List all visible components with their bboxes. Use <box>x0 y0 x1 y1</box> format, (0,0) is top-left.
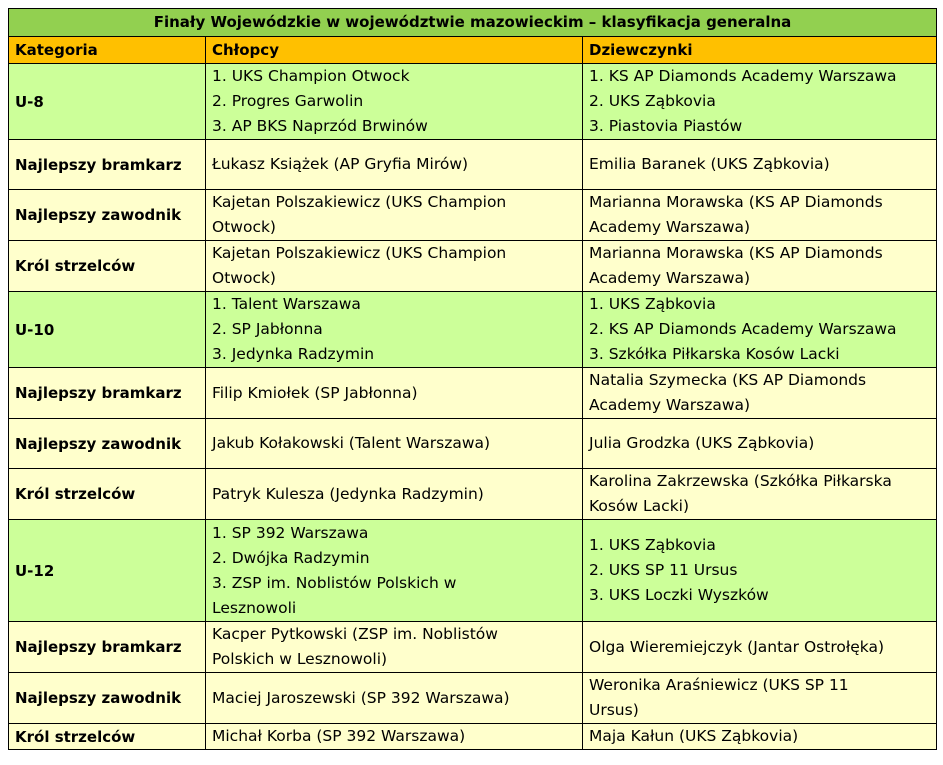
boys-cell <box>206 419 583 469</box>
table-row <box>9 419 937 469</box>
boys-line: 1. Talent Warszawa <box>212 295 361 313</box>
girls-cell <box>583 724 937 750</box>
category-cell: Najlepszy bramkarz <box>9 140 206 190</box>
girls-line: Karolina Zakrzewska (Szkółka Piłkarska <box>589 472 892 490</box>
category-cell: U-8 <box>9 64 206 140</box>
category-cell: Król strzelców <box>9 724 206 750</box>
boys-cell <box>206 292 583 368</box>
girls-cell <box>583 368 937 419</box>
girls-line: 2. UKS Ząbkovia <box>589 92 716 110</box>
girls-line: Maja Kałun (UKS Ząbkovia) <box>589 727 799 745</box>
girls-line: 2. KS AP Diamonds Academy Warszawa <box>589 320 897 338</box>
girls-line: 3. Piastovia Piastów <box>589 117 743 135</box>
girls-line: Academy Warszawa) <box>589 269 751 287</box>
table-row <box>9 520 937 622</box>
results-table-body <box>9 9 937 750</box>
girls-cell <box>583 292 937 368</box>
table-row <box>9 368 937 419</box>
girls-line: 2. UKS SP 11 Ursus <box>589 561 738 579</box>
results-table <box>8 8 937 750</box>
girls-line: Marianna Morawska (KS AP Diamonds <box>589 193 883 211</box>
boys-line: Kajetan Polszakiewicz (UKS Champion <box>212 193 507 211</box>
table-row <box>9 64 937 140</box>
header-girls: Dziewczynki <box>583 37 937 64</box>
girls-cell <box>583 622 937 673</box>
girls-line: Natalia Szymecka (KS AP Diamonds <box>589 371 867 389</box>
category-cell: Król strzelców <box>9 469 206 520</box>
table-row <box>9 140 937 190</box>
boys-line: 3. AP BKS Naprzód Brwinów <box>212 117 428 135</box>
header-boys: Chłopcy <box>206 37 583 64</box>
boys-cell <box>206 140 583 190</box>
table-row <box>9 622 937 673</box>
girls-cell <box>583 673 937 724</box>
boys-line: 1. UKS Champion Otwock <box>212 67 410 85</box>
girls-line: Academy Warszawa) <box>589 218 751 236</box>
category-cell: Najlepszy bramkarz <box>9 368 206 419</box>
category-cell: Najlepszy bramkarz <box>9 622 206 673</box>
girls-cell <box>583 469 937 520</box>
category-cell: Najlepszy zawodnik <box>9 190 206 241</box>
girls-cell <box>583 241 937 292</box>
girls-line: 1. UKS Ząbkovia <box>589 295 716 313</box>
girls-line: 3. Szkółka Piłkarska Kosów Lacki <box>589 345 840 363</box>
boys-line: Kajetan Polszakiewicz (UKS Champion <box>212 244 507 262</box>
boys-line: 3. ZSP im. Noblistów Polskich w <box>212 573 457 592</box>
title-row <box>9 9 937 37</box>
boys-line: 2. Dwójka Radzymin <box>212 548 370 567</box>
boys-line: Filip Kmiołek (SP Jabłonna) <box>212 383 418 402</box>
boys-cell <box>206 368 583 419</box>
table-title: Finały Wojewódzkie w województwie mazowieckim – klasyfikacja generalna <box>9 9 937 37</box>
category-cell: Najlepszy zawodnik <box>9 673 206 724</box>
girls-cell <box>583 64 937 140</box>
boys-cell <box>206 469 583 520</box>
boys-line: 2. Progres Garwolin <box>212 92 364 110</box>
boys-line: Kacper Pytkowski (ZSP im. Noblistów <box>212 625 498 643</box>
boys-cell <box>206 724 583 750</box>
table-row <box>9 469 937 520</box>
header-category: Kategoria <box>9 37 206 64</box>
category-cell: U-10 <box>9 292 206 368</box>
boys-line: Patryk Kulesza (Jedynka Radzymin) <box>212 484 484 503</box>
table-row <box>9 241 937 292</box>
boys-cell <box>206 520 583 622</box>
girls-line: Olga Wieremiejczyk (Jantar Ostrołęka) <box>589 637 885 656</box>
table-row <box>9 673 937 724</box>
girls-line: Julia Grodzka (UKS Ząbkovia) <box>589 434 815 452</box>
boys-line: 3. Jedynka Radzymin <box>212 345 375 363</box>
girls-line: 1. UKS Ząbkovia <box>589 536 716 554</box>
boys-cell <box>206 673 583 724</box>
category-cell: Król strzelców <box>9 241 206 292</box>
boys-cell <box>206 190 583 241</box>
girls-line: Ursus) <box>589 701 639 719</box>
table-row <box>9 292 937 368</box>
boys-cell <box>206 241 583 292</box>
category-cell: Najlepszy zawodnik <box>9 419 206 469</box>
boys-line: Otwock) <box>212 218 276 236</box>
girls-line: 1. KS AP Diamonds Academy Warszawa <box>589 67 897 85</box>
girls-line: Emilia Baranek (UKS Ząbkovia) <box>589 155 830 173</box>
header-row <box>9 37 937 64</box>
table-row <box>9 724 937 750</box>
boys-cell <box>206 622 583 673</box>
girls-cell <box>583 520 937 622</box>
girls-line: Kosów Lacki) <box>589 497 690 515</box>
table-row <box>9 190 937 241</box>
girls-cell <box>583 140 937 190</box>
girls-line: Academy Warszawa) <box>589 396 751 414</box>
category-cell: U-12 <box>9 520 206 622</box>
girls-cell <box>583 190 937 241</box>
boys-line: Maciej Jaroszewski (SP 392 Warszawa) <box>212 688 510 707</box>
boys-line: 1. SP 392 Warszawa <box>212 523 369 542</box>
boys-line: Michał Korba (SP 392 Warszawa) <box>212 727 466 745</box>
boys-line: Otwock) <box>212 269 276 287</box>
girls-line: 3. UKS Loczki Wyszków <box>589 586 769 604</box>
girls-line: Weronika Araśniewicz (UKS SP 11 <box>589 676 849 694</box>
boys-line: 2. SP Jabłonna <box>212 320 323 338</box>
girls-line: Marianna Morawska (KS AP Diamonds <box>589 244 883 262</box>
boys-cell <box>206 64 583 140</box>
boys-line: Lesznowoli <box>212 598 297 617</box>
boys-line: Jakub Kołakowski (Talent Warszawa) <box>212 434 491 452</box>
boys-line: Polskich w Lesznowoli) <box>212 650 388 668</box>
girls-cell <box>583 419 937 469</box>
boys-line: Łukasz Książek (AP Gryfia Mirów) <box>212 155 469 173</box>
